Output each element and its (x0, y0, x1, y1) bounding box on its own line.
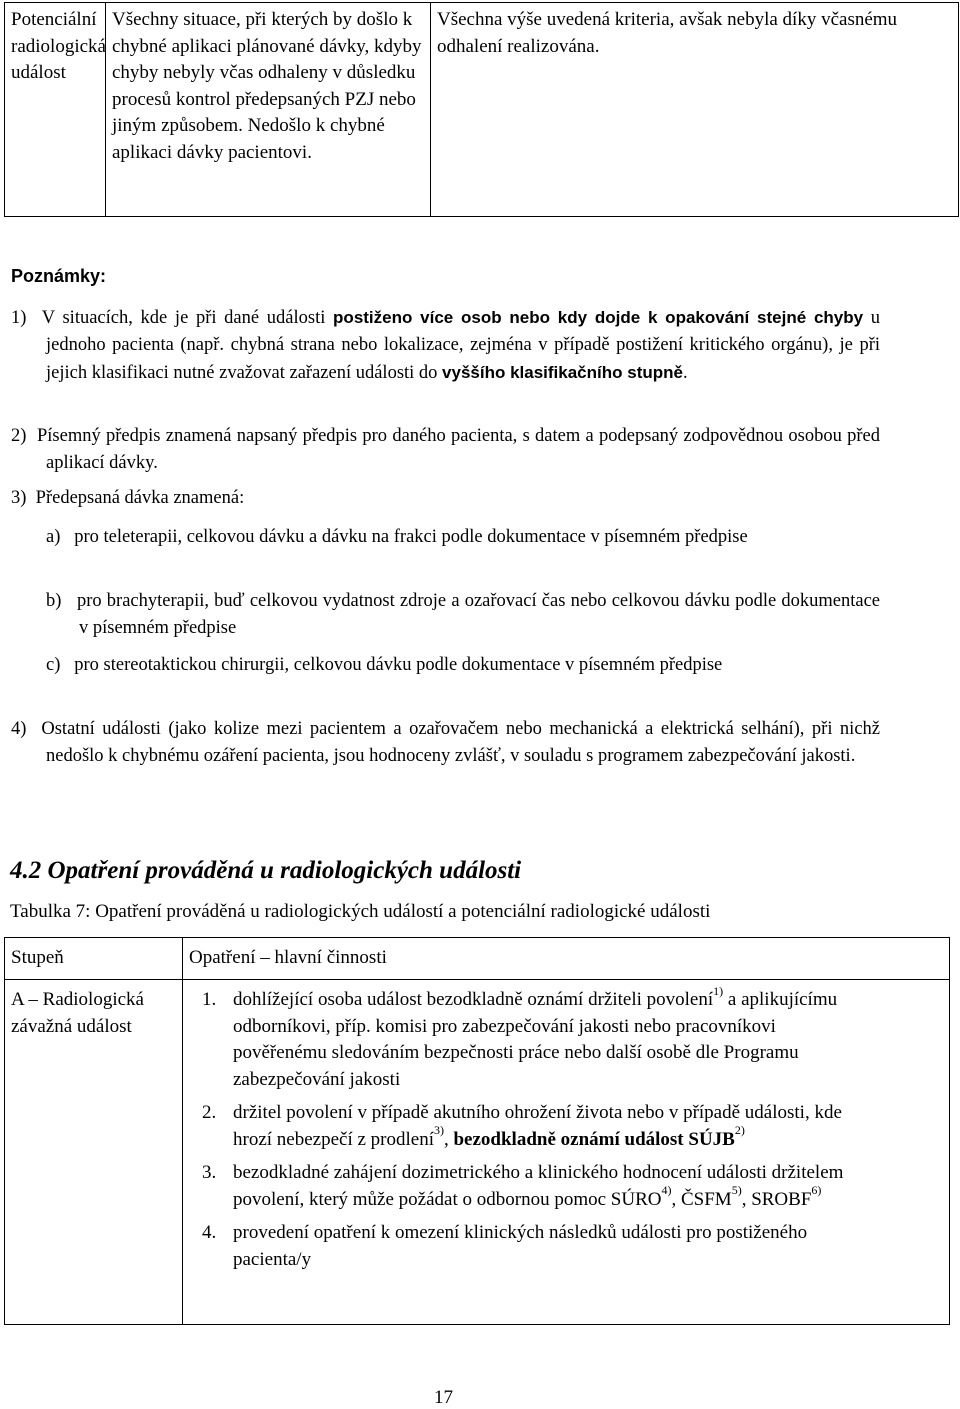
row-level-label: A – Radiologická závažná událost (5, 980, 183, 1325)
note-1-text-c: u jednoho pacienta (např. chybná strana nebo lokalizace, zejména v případě postižení kritického orgánu), je při jejich klasifikaci nutné zvažovat zařazení události do (46, 308, 881, 383)
section-heading: 4.2 Opatření prováděná u radiologických události (10, 857, 522, 884)
note-1-bold-b: vyššího klasifikačního stupně (442, 363, 683, 382)
notes-title: Poznámky: (11, 266, 107, 286)
note-4 (11, 716, 880, 770)
item-bold-text: bezodkladně oznámí událost SÚJB (453, 1128, 735, 1150)
note-1-text-a: V situacích, kde je při dané události (41, 308, 334, 328)
header-measures: Opatření – hlavní činnosti (183, 938, 950, 980)
note-3-item-a (46, 524, 880, 551)
note-3-text: Předepsaná dávka znamená: (35, 488, 245, 508)
table-row (5, 3, 959, 217)
table-row (5, 980, 950, 1325)
note-1-text-e: . (682, 363, 688, 383)
note-3-number: 3) (11, 488, 27, 508)
list-item (189, 983, 943, 1093)
footnote-ref: 5) (731, 1183, 742, 1198)
header-level: Stupeň (5, 938, 183, 980)
measures-list (189, 983, 943, 1273)
note-3-item-b (46, 588, 880, 642)
note-1-bold-a: postiženo více osob nebo kdy dojde k opakování stejné chyby (333, 308, 864, 327)
item-text: , ČSFM (671, 1188, 732, 1210)
event-category-cell: Potenciální radiologická událost (5, 3, 106, 217)
item-number: 2. (202, 1102, 217, 1123)
item-text: , (443, 1128, 454, 1150)
item-text: držitel povolení v případě akutního ohrožení života nebo v případě události, kde hrozí nebezpečí z prodlení (233, 1102, 842, 1150)
classification-table-fragment (4, 2, 959, 217)
table-caption: Tabulka 7: Opatření prováděná u radiologických událostí a potenciální radiologické události (10, 901, 711, 922)
note-3-item-a-label: a) (46, 527, 61, 547)
item-text: bezodkladné zahájení dozimetrického a klinického hodnocení události držitelem povolení, který může požádat o odbornou pomoc SÚRO (233, 1162, 844, 1210)
event-description-cell: Všechny situace, při kterých by došlo k chybné aplikaci plánované dávky, kdyby chyby nebyly včas odhaleny v důsledku procesů kontrol předepsaných PZJ nebo jiným způsobem. Nedošlo k chybné aplikaci dávky pacientovi. (106, 3, 431, 217)
list-item (189, 1100, 943, 1153)
list-item (189, 1160, 943, 1213)
note-3-item-b-text: pro brachyterapii, buď celkovou vydatnost zdroje a ozařovací čas nebo celkovou dávku podle dokumentace v písemném předpise (76, 591, 880, 638)
item-text: dohlížející osoba událost bezodkladně oznámí držiteli povolení (233, 989, 714, 1010)
note-2-text: Písemný předpis znamená napsaný předpis pro daného pacienta, s datem a podepsaný zodpovědnou osobou před aplikací dávky. (36, 426, 880, 473)
item-text: , SROBF (741, 1188, 812, 1210)
footnote-ref: 3) (433, 1123, 444, 1138)
event-criteria-cell: Všechna výše uvedená kriteria, avšak nebyla díky včasnému odhalení realizována. (431, 3, 959, 217)
footnote-ref: 2) (734, 1123, 745, 1138)
note-3 (11, 485, 880, 512)
row-measures (183, 980, 950, 1325)
item-text: a aplikujícímu odborníkovi, příp. komisi pro zabezpečování jakosti nebo pracovníkovi pověřenému sledováním bezpečnosti práce nebo další osobě dle Programu zabezpečování jakosti (233, 989, 838, 1090)
footnote-ref: 6) (811, 1183, 822, 1198)
table-header-row (5, 938, 950, 980)
note-1 (11, 304, 880, 387)
list-item (189, 1220, 943, 1273)
note-2-number: 2) (11, 426, 27, 446)
footnote-ref: 4) (661, 1183, 672, 1198)
note-3-item-b-label: b) (46, 591, 62, 611)
measures-table (4, 937, 950, 1325)
footnote-ref: 1) (713, 983, 724, 998)
note-3-item-a-text: pro teleterapii, celkovou dávku a dávku na frakci podle dokumentace v písemném předpise (74, 527, 748, 547)
note-4-text: Ostatní události (jako kolize mezi pacientem a ozařovačem nebo mechanická a elektrická selhání), při nichž nedošlo k chybnému ozáření pacienta, jsou hodnoceny zvlášť, v souladu s programem zabezpečování jakosti. (41, 719, 880, 766)
page-number: 17 (434, 1387, 453, 1408)
item-number: 3. (202, 1162, 217, 1183)
item-number: 4. (202, 1222, 217, 1243)
note-3-item-c (46, 652, 880, 679)
note-4-number: 4) (11, 719, 27, 739)
note-2 (11, 423, 880, 477)
note-3-item-c-label: c) (46, 655, 61, 675)
note-3-item-c-text: pro stereotaktickou chirurgii, celkovou dávku podle dokumentace v písemném předpise (74, 655, 723, 675)
item-text: provedení opatření k omezení klinických následků události pro postiženého pacienta/y (233, 1222, 808, 1270)
note-1-number: 1) (11, 308, 27, 328)
item-number: 1. (202, 989, 217, 1010)
